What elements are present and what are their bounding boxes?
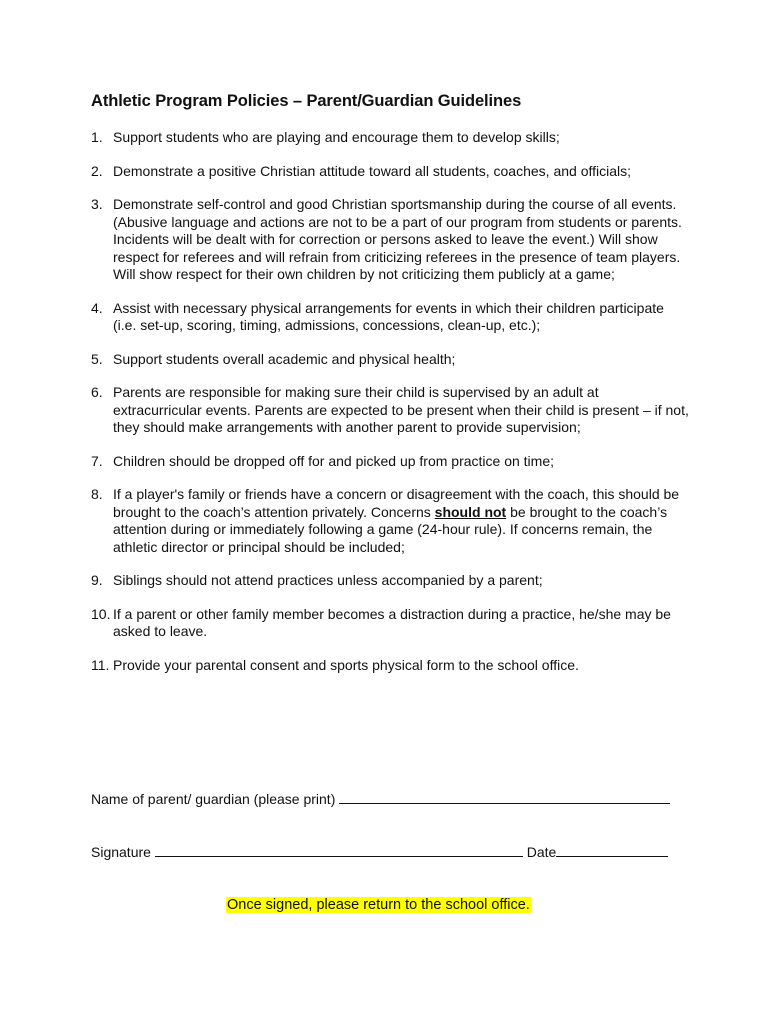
item-text: Demonstrate a positive Christian attitude toward all students, coaches, and officials; bbox=[113, 162, 632, 179]
list-item bbox=[91, 572, 691, 590]
item-text: Support students who are playing and encourage them to develop skills; bbox=[113, 129, 560, 145]
parent-name-field bbox=[91, 791, 670, 807]
item-text: Assist with necessary physical arrangements for events in which their children participate (i.e. set-up, scoring, timing, admissions, concessions, clean-up, etc.); bbox=[113, 299, 664, 333]
list-item bbox=[91, 196, 691, 284]
item-number: 2. bbox=[91, 162, 103, 179]
list-item bbox=[91, 163, 691, 181]
list-item bbox=[91, 129, 691, 147]
item-number: 6. bbox=[91, 384, 103, 400]
list-item bbox=[91, 606, 691, 641]
item-text-before: If a player's family or friends have a concern or disagreement with the coach, this should be brought to the coach’s attention privately. Concerns bbox=[113, 486, 680, 520]
list-item bbox=[91, 351, 691, 369]
date-input-line[interactable] bbox=[556, 844, 668, 857]
item-text: Provide your parental consent and sports physical form to the school office. bbox=[113, 656, 579, 673]
item-emphasis: should not bbox=[434, 503, 507, 520]
item-number: 5. bbox=[91, 350, 103, 367]
item-number: 10. bbox=[91, 605, 111, 622]
list-item bbox=[91, 486, 691, 556]
item-text: Children should be dropped off for and picked up from practice on time; bbox=[113, 452, 554, 469]
item-text: If a parent or other family member becomes a distraction during a practice, he/she may be asked to leave. bbox=[113, 605, 671, 639]
page-title: Athletic Program Policies – Parent/Guardian Guidelines bbox=[91, 92, 522, 110]
item-number: 1. bbox=[91, 129, 103, 145]
parent-name-input-line[interactable] bbox=[339, 791, 670, 804]
document-body bbox=[91, 92, 691, 690]
item-number: 7. bbox=[91, 452, 103, 469]
signature-input-line[interactable] bbox=[155, 844, 523, 857]
return-notice: Once signed, please return to the school office. bbox=[227, 897, 530, 913]
list-item bbox=[91, 453, 691, 471]
item-text-after: be brought to the coach’s attention during or immediately following a game (24-hour rule). If concerns remain, the athletic director or principal should be included; bbox=[113, 503, 668, 555]
item-text: Siblings should not attend practices unless accompanied by a parent; bbox=[113, 572, 543, 588]
list-item bbox=[91, 384, 691, 437]
item-number: 9. bbox=[91, 572, 103, 588]
list-item bbox=[91, 300, 691, 335]
item-text bbox=[113, 486, 679, 555]
item-text: Demonstrate self-control and good Christian sportsmanship during the course of all events. (Abusive language and actions are not to be a part of our program from students or parents. Incidents will be dealt with for correction or persons asked to leave the event.) Will show respect for referees and will refrain from criticizing referees in the presence of team players. Will show respect for their own children by not criticizing them publicly at a game; bbox=[113, 196, 682, 282]
list-item bbox=[91, 657, 691, 675]
signature-field bbox=[91, 844, 668, 860]
guidelines-list bbox=[91, 129, 691, 674]
parent-name-label: Name of parent/ guardian (please print) bbox=[91, 791, 340, 807]
signature-label: Signature bbox=[91, 844, 155, 860]
item-number: 8. bbox=[91, 486, 103, 502]
item-number: 4. bbox=[91, 299, 103, 316]
date-label: Date bbox=[522, 844, 557, 860]
item-number: 3. bbox=[91, 196, 103, 212]
item-text: Support students overall academic and physical health; bbox=[113, 350, 456, 367]
item-number: 11. bbox=[91, 656, 110, 673]
item-text: Parents are responsible for making sure their child is supervised by an adult at extracurricular events. Parents are expected to be present when their child is present – if not, they should make arrangements with another parent to provide supervision; bbox=[113, 384, 689, 435]
